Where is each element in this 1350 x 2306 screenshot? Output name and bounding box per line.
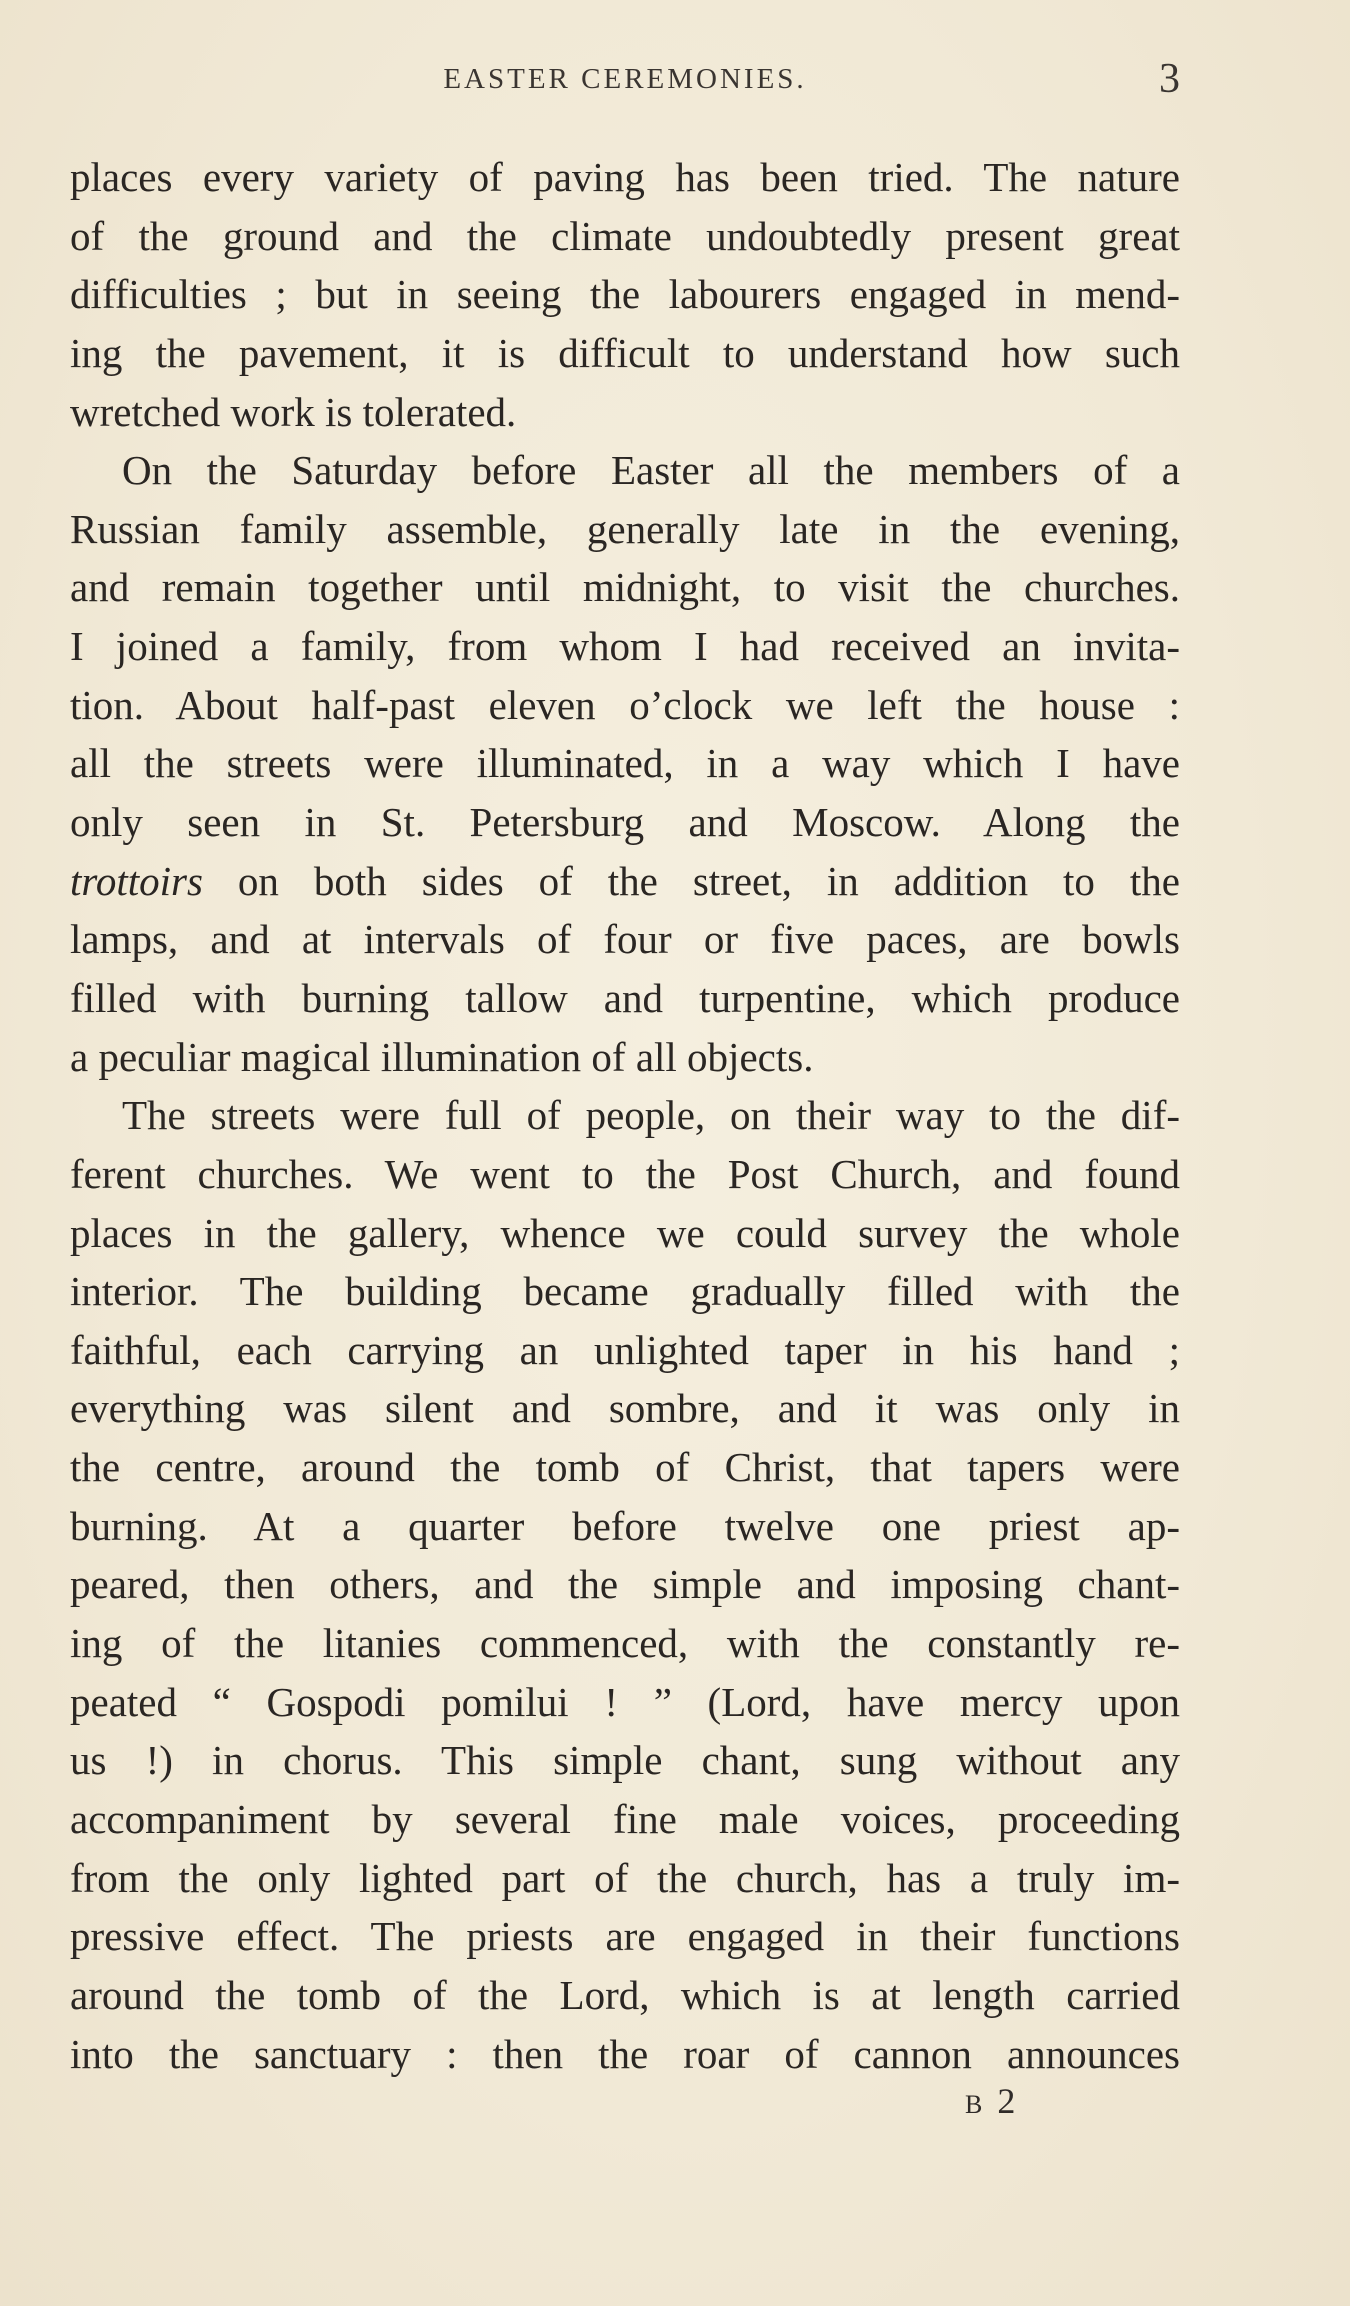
italic-word: trottoirs [70, 857, 203, 904]
text-line: burning. At a quarter before twelve one priest ap- [70, 1502, 1180, 1549]
running-title: EASTER CEREMONIES. [443, 63, 807, 95]
text-line: On the Saturday before Easter all the members of a [122, 447, 1180, 494]
body-text [70, 148, 1180, 2083]
text-line: filled with burning tallow and turpentine, which produce [70, 974, 1180, 1021]
text-line: into the sanctuary : then the roar of cannon announces [70, 2030, 1180, 2077]
text-line: peared, then others, and the simple and imposing chant- [70, 1561, 1180, 1608]
text-line: all the streets were illuminated, in a way which I have [70, 740, 1180, 787]
text-line: lamps, and at intervals of four or five paces, are bowls [70, 916, 1180, 963]
signature-mark [965, 2080, 1015, 2122]
text-line: Russian family assemble, generally late in the evening, [70, 505, 1180, 552]
text-line: around the tomb of the Lord, which is at length carried [70, 1971, 1180, 2018]
signature-number: 2 [997, 2081, 1016, 2121]
text-line: us !) in chorus. This simple chant, sung without any [70, 1737, 1180, 1784]
text-line-with-italic [70, 852, 1180, 911]
text-line: The streets were full of people, on their way to the dif- [122, 1092, 1180, 1139]
text-fragment: on both sides of the street, in addition to the [202, 857, 1180, 904]
signature-letter: B [965, 2090, 984, 2119]
text-line: everything was silent and sombre, and it was only in [70, 1385, 1180, 1432]
text-line: a peculiar magical illumination of all objects. [70, 1033, 814, 1080]
text-line: of the ground and the climate undoubtedly present great [70, 212, 1180, 259]
text-line: I joined a family, from whom I had received an invita- [70, 623, 1180, 670]
running-head [70, 55, 1180, 105]
text-line: interior. The building became gradually filled with the [70, 1268, 1180, 1315]
text-line: peated “ Gospodi pomilui ! ” (Lord, have mercy upon [70, 1678, 1180, 1725]
text-line: ing of the litanies commenced, with the constantly re- [70, 1620, 1180, 1667]
text-line: tion. About half-past eleven o’clock we left the house : [70, 681, 1180, 728]
text-line: ing the pavement, it is difficult to understand how such [70, 329, 1180, 376]
text-line: and remain together until midnight, to visit the churches. [70, 564, 1180, 611]
text-line: accompaniment by several fine male voices, proceeding [70, 1795, 1180, 1842]
text-line: the centre, around the tomb of Christ, that tapers were [70, 1444, 1180, 1491]
text-line: ferent churches. We went to the Post Church, and found [70, 1150, 1180, 1197]
text-line: from the only lighted part of the church, has a truly im- [70, 1854, 1180, 1901]
text-line: only seen in St. Petersburg and Moscow. Along the [70, 799, 1180, 846]
page-number: 3 [1159, 56, 1180, 102]
text-line: difficulties ; but in seeing the labourers engaged in mend- [70, 271, 1180, 318]
text-line: faithful, each carrying an unlighted taper in his hand ; [70, 1326, 1180, 1373]
text-line: places in the gallery, whence we could survey the whole [70, 1209, 1180, 1256]
text-line: pressive effect. The priests are engaged in their functions [70, 1913, 1180, 1960]
text-line: wretched work is tolerated. [70, 388, 517, 435]
text-line: places every variety of paving has been tried. The nature [70, 154, 1180, 200]
